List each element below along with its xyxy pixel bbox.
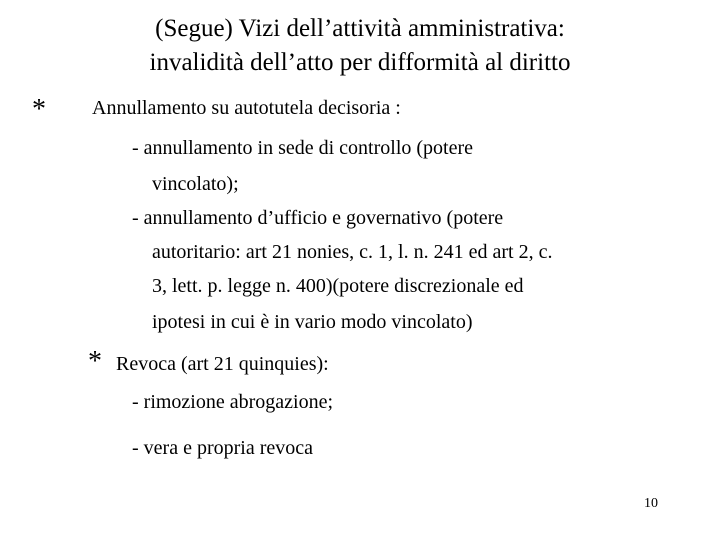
title-line-1: (Segue) Vizi dell’attività amministrativa: (155, 15, 565, 42)
bullet-marker-star-icon: * (32, 94, 46, 125)
title-line-2: invalidità dell’atto per difformità al diritto (149, 49, 571, 76)
sub-item-line: 3, lett. p. legge n. 400)(potere discrezionale ed (152, 275, 524, 297)
page-number: 10 (644, 496, 658, 511)
bullet-heading-annullamento: Annullamento su autotutela decisoria : (92, 97, 401, 119)
sub-item-line: ipotesi in cui è in vario modo vincolato) (152, 311, 473, 333)
sub-item-line: autoritario: art 21 nonies, c. 1, l. n. 241 ed art 2, c. (152, 241, 553, 263)
bullet-marker-star-icon: * (88, 346, 102, 377)
sub-item-line: vincolato); (152, 173, 239, 195)
sub-item-line: - rimozione abrogazione; (132, 391, 334, 413)
bullet-heading-revoca: Revoca (art 21 quinquies): (116, 353, 329, 375)
sub-item-line: - annullamento in sede di controllo (potere (132, 137, 474, 159)
sub-item-line: - vera e propria revoca (132, 437, 313, 459)
slide-title (60, 12, 660, 80)
sub-item-line: - annullamento d’ufficio e governativo (potere (132, 207, 504, 229)
